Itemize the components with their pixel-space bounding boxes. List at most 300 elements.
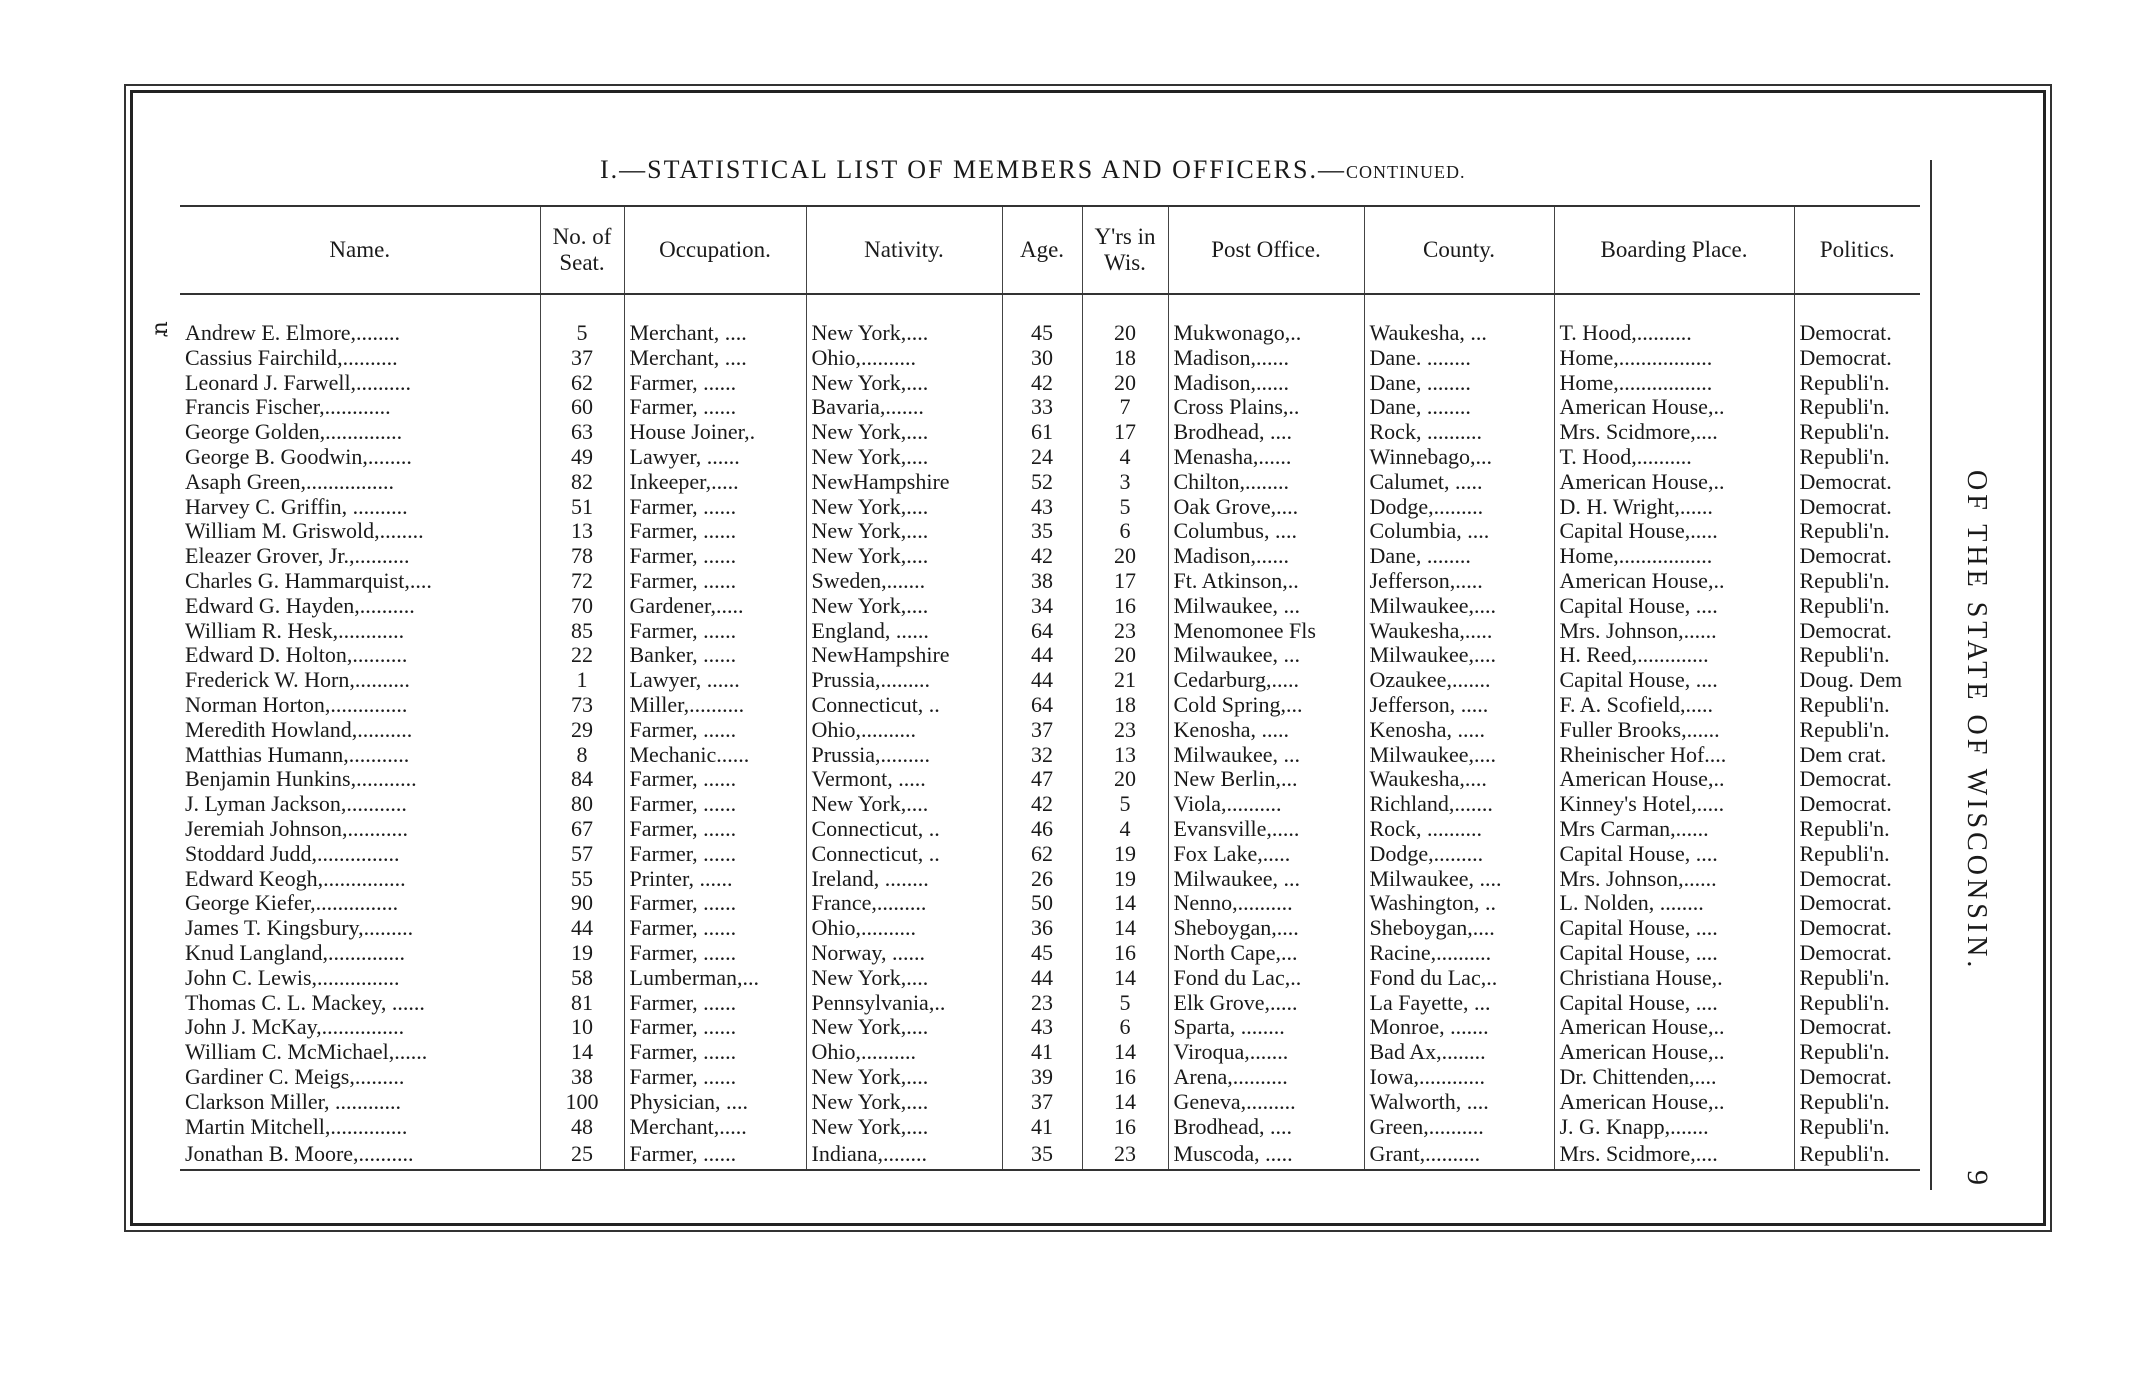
boarding-place-cell: Mrs. Johnson,......: [1554, 619, 1794, 644]
county-cell: Racine,..........: [1364, 941, 1554, 966]
politics-cell: Republi'n.: [1794, 1115, 1920, 1140]
column-header-seat: No. of Seat.: [540, 206, 624, 294]
boarding-place-cell: Capital House, ....: [1554, 991, 1794, 1016]
table-row: [180, 519, 1920, 544]
years-in-wisconsin-cell: 16: [1082, 941, 1168, 966]
years-in-wisconsin-cell: 23: [1082, 619, 1168, 644]
member-name-cell: Frederick W. Horn,..........: [185, 668, 410, 693]
nativity-cell: New York,....: [806, 1065, 1002, 1090]
seat-number-cell: 84: [540, 767, 624, 792]
occupation-cell: Farmer, ......: [624, 817, 806, 842]
header-row: [180, 206, 1920, 294]
seat-number-cell: 8: [540, 743, 624, 768]
table-row: [180, 1015, 1920, 1040]
boarding-place-cell: American House,..: [1554, 395, 1794, 420]
politics-cell: Republi'n.: [1794, 991, 1920, 1016]
nativity-cell: Pennsylvania,..: [806, 991, 1002, 1016]
seat-number-cell: 90: [540, 891, 624, 916]
county-cell: Dodge,.........: [1364, 842, 1554, 867]
seat-number-cell: 80: [540, 792, 624, 817]
table-row: [180, 420, 1920, 445]
page-number: 9: [1961, 1170, 1994, 1185]
post-office-cell: Fox Lake,.....: [1168, 842, 1364, 867]
seat-number-cell: 1: [540, 668, 624, 693]
member-name-cell: William C. McMichael,......: [185, 1040, 428, 1065]
politics-cell: Republi'n.: [1794, 519, 1920, 544]
boarding-place-cell: D. H. Wright,......: [1554, 495, 1794, 520]
nativity-cell: New York,....: [806, 544, 1002, 569]
seat-number-cell: 67: [540, 817, 624, 842]
post-office-cell: Kenosha, .....: [1168, 718, 1364, 743]
politics-cell: Republi'n.: [1794, 1040, 1920, 1065]
member-name-cell: Meredith Howland,..........: [185, 717, 413, 742]
boarding-place-cell: Christiana House,.: [1554, 966, 1794, 991]
post-office-cell: Nenno,..........: [1168, 891, 1364, 916]
age-cell: 35: [1002, 519, 1082, 544]
post-office-cell: New Berlin,...: [1168, 767, 1364, 792]
member-name-cell: Eleazer Grover, Jr.,..........: [185, 544, 410, 569]
nativity-cell: New York,....: [806, 594, 1002, 619]
post-office-cell: Viola,..........: [1168, 792, 1364, 817]
nativity-cell: Vermont, .....: [806, 767, 1002, 792]
nativity-cell: Bavaria,.......: [806, 395, 1002, 420]
post-office-cell: Evansville,.....: [1168, 817, 1364, 842]
age-cell: 42: [1002, 371, 1082, 396]
title-continued: CONTINUED.: [1345, 162, 1466, 182]
age-cell: 61: [1002, 420, 1082, 445]
county-cell: Dane, ........: [1364, 544, 1554, 569]
seat-number-cell: 57: [540, 842, 624, 867]
occupation-cell: House Joiner,.: [624, 420, 806, 445]
post-office-cell: Milwaukee, ...: [1168, 867, 1364, 892]
nativity-cell: New York,....: [806, 1090, 1002, 1115]
boarding-place-cell: Mrs. Johnson,......: [1554, 867, 1794, 892]
table-row: [180, 792, 1920, 817]
age-cell: 45: [1002, 941, 1082, 966]
table-row: [180, 1115, 1920, 1140]
member-name-cell: George B. Goodwin,........: [185, 444, 412, 469]
nativity-cell: NewHampshire: [806, 643, 1002, 668]
post-office-cell: Viroqua,.......: [1168, 1040, 1364, 1065]
politics-cell: Democrat.: [1794, 941, 1920, 966]
post-office-cell: Madison,......: [1168, 346, 1364, 371]
age-cell: 64: [1002, 619, 1082, 644]
members-table: [180, 205, 1920, 1171]
nativity-cell: Connecticut, ..: [806, 817, 1002, 842]
politics-cell: Democrat.: [1794, 1015, 1920, 1040]
politics-cell: Republi'n.: [1794, 643, 1920, 668]
county-cell: Iowa,............: [1364, 1065, 1554, 1090]
column-header-boarding-place: Boarding Place.: [1554, 206, 1794, 294]
county-cell: Dane. ........: [1364, 346, 1554, 371]
column-header-post-office: Post Office.: [1168, 206, 1364, 294]
seat-number-cell: 14: [540, 1040, 624, 1065]
county-cell: Waukesha, ...: [1364, 321, 1554, 346]
nativity-cell: New York,....: [806, 420, 1002, 445]
occupation-cell: Printer, ......: [624, 867, 806, 892]
occupation-cell: Banker, ......: [624, 643, 806, 668]
table-row: [180, 544, 1920, 569]
seat-number-cell: 44: [540, 916, 624, 941]
occupation-cell: Farmer, ......: [624, 792, 806, 817]
table-row: [180, 842, 1920, 867]
post-office-cell: Milwaukee, ...: [1168, 643, 1364, 668]
post-office-cell: Chilton,........: [1168, 470, 1364, 495]
member-name-cell: Edward G. Hayden,..........: [185, 593, 415, 618]
boarding-place-cell: Capital House, ....: [1554, 916, 1794, 941]
title-main: I.—STATISTICAL LIST OF MEMBERS AND OFFICERS.—: [600, 155, 1346, 184]
occupation-cell: Farmer, ......: [624, 842, 806, 867]
nativity-cell: England, ......: [806, 619, 1002, 644]
occupation-cell: Farmer, ......: [624, 619, 806, 644]
county-cell: Green,..........: [1364, 1115, 1554, 1140]
county-cell: Kenosha, .....: [1364, 718, 1554, 743]
boarding-place-cell: Fuller Brooks,......: [1554, 718, 1794, 743]
county-cell: Milwaukee,....: [1364, 743, 1554, 768]
years-in-wisconsin-cell: 6: [1082, 519, 1168, 544]
boarding-place-cell: Capital House, ....: [1554, 594, 1794, 619]
years-in-wisconsin-cell: 16: [1082, 1065, 1168, 1090]
table-row: [180, 594, 1920, 619]
seat-number-cell: 25: [540, 1139, 624, 1170]
seat-number-cell: 62: [540, 371, 624, 396]
seat-number-cell: 60: [540, 395, 624, 420]
nativity-cell: NewHampshire: [806, 470, 1002, 495]
county-cell: Winnebago,...: [1364, 445, 1554, 470]
county-cell: Bad Ax,........: [1364, 1040, 1554, 1065]
boarding-place-cell: Home,.................: [1554, 371, 1794, 396]
age-cell: 43: [1002, 495, 1082, 520]
age-cell: 44: [1002, 668, 1082, 693]
table-row: [180, 1065, 1920, 1090]
years-in-wisconsin-cell: 20: [1082, 643, 1168, 668]
age-cell: 24: [1002, 445, 1082, 470]
years-in-wisconsin-cell: 20: [1082, 321, 1168, 346]
seat-number-cell: 29: [540, 718, 624, 743]
county-cell: Walworth, ....: [1364, 1090, 1554, 1115]
years-in-wisconsin-cell: 20: [1082, 544, 1168, 569]
occupation-cell: Farmer, ......: [624, 1040, 806, 1065]
member-name-cell: John J. McKay,...............: [185, 1015, 405, 1040]
age-cell: 41: [1002, 1040, 1082, 1065]
occupation-cell: Physician, ....: [624, 1090, 806, 1115]
nativity-cell: New York,....: [806, 321, 1002, 346]
seat-number-cell: 37: [540, 346, 624, 371]
age-cell: 23: [1002, 991, 1082, 1016]
county-cell: Milwaukee,....: [1364, 594, 1554, 619]
seat-number-cell: 55: [540, 867, 624, 892]
table-row: [180, 371, 1920, 396]
occupation-cell: Farmer, ......: [624, 395, 806, 420]
post-office-cell: Madison,......: [1168, 544, 1364, 569]
years-in-wisconsin-cell: 23: [1082, 718, 1168, 743]
seat-number-cell: 38: [540, 1065, 624, 1090]
nativity-cell: France,.........: [806, 891, 1002, 916]
margin-rule: [1930, 160, 1932, 1190]
boarding-place-cell: American House,..: [1554, 1090, 1794, 1115]
county-cell: La Fayette, ...: [1364, 991, 1554, 1016]
years-in-wisconsin-cell: 4: [1082, 817, 1168, 842]
boarding-place-cell: Capital House, ....: [1554, 941, 1794, 966]
post-office-cell: Cross Plains,..: [1168, 395, 1364, 420]
occupation-cell: Mechanic......: [624, 743, 806, 768]
boarding-place-cell: F. A. Scofield,.....: [1554, 693, 1794, 718]
politics-cell: Democrat.: [1794, 495, 1920, 520]
age-cell: 34: [1002, 594, 1082, 619]
member-name-cell: George Kiefer,...............: [185, 891, 399, 916]
post-office-cell: Geneva,.........: [1168, 1090, 1364, 1115]
occupation-cell: Inkeeper,.....: [624, 470, 806, 495]
years-in-wisconsin-cell: 20: [1082, 767, 1168, 792]
nativity-cell: New York,....: [806, 1115, 1002, 1140]
table-row: [180, 395, 1920, 420]
politics-cell: Republi'n.: [1794, 966, 1920, 991]
county-cell: Milwaukee,....: [1364, 643, 1554, 668]
nativity-cell: New York,....: [806, 966, 1002, 991]
boarding-place-cell: L. Nolden, ........: [1554, 891, 1794, 916]
county-cell: Jefferson, .....: [1364, 693, 1554, 718]
boarding-place-cell: American House,..: [1554, 470, 1794, 495]
age-cell: 45: [1002, 321, 1082, 346]
occupation-cell: Lumberman,...: [624, 966, 806, 991]
age-cell: 64: [1002, 693, 1082, 718]
spacer-row: [180, 294, 1920, 321]
politics-cell: Democrat.: [1794, 470, 1920, 495]
post-office-cell: Milwaukee, ...: [1168, 594, 1364, 619]
years-in-wisconsin-cell: 18: [1082, 693, 1168, 718]
table-row: [180, 916, 1920, 941]
nativity-cell: Prussia,.........: [806, 743, 1002, 768]
table-row: [180, 817, 1920, 842]
age-cell: 47: [1002, 767, 1082, 792]
age-cell: 33: [1002, 395, 1082, 420]
member-name-cell: Knud Langland,..............: [185, 940, 405, 965]
years-in-wisconsin-cell: 16: [1082, 594, 1168, 619]
politics-cell: Republi'n.: [1794, 569, 1920, 594]
age-cell: 38: [1002, 569, 1082, 594]
politics-cell: Republi'n.: [1794, 1139, 1920, 1170]
post-office-cell: Menomonee Fls: [1168, 619, 1364, 644]
member-name-cell: Jeremiah Johnson,...........: [185, 816, 409, 841]
county-cell: Waukesha,.....: [1364, 619, 1554, 644]
county-cell: Grant,..........: [1364, 1139, 1554, 1170]
post-office-cell: Madison,......: [1168, 371, 1364, 396]
post-office-cell: Oak Grove,....: [1168, 495, 1364, 520]
years-in-wisconsin-cell: 5: [1082, 792, 1168, 817]
boarding-place-cell: Home,.................: [1554, 544, 1794, 569]
age-cell: 30: [1002, 346, 1082, 371]
boarding-place-cell: Rheinischer Hof....: [1554, 743, 1794, 768]
boarding-place-cell: American House,..: [1554, 569, 1794, 594]
age-cell: 37: [1002, 718, 1082, 743]
post-office-cell: Menasha,......: [1168, 445, 1364, 470]
member-name-cell: Thomas C. L. Mackey, ......: [185, 990, 425, 1015]
nativity-cell: Sweden,.......: [806, 569, 1002, 594]
politics-cell: Democrat.: [1794, 792, 1920, 817]
post-office-cell: Milwaukee, ...: [1168, 743, 1364, 768]
nativity-cell: Ohio,..........: [806, 916, 1002, 941]
table-row: [180, 470, 1920, 495]
occupation-cell: Farmer, ......: [624, 891, 806, 916]
seat-number-cell: 22: [540, 643, 624, 668]
seat-number-cell: 51: [540, 495, 624, 520]
member-name-cell: John C. Lewis,...............: [185, 965, 400, 990]
table-row: [180, 619, 1920, 644]
boarding-place-cell: Capital House,.....: [1554, 519, 1794, 544]
age-cell: 44: [1002, 643, 1082, 668]
member-name-cell: William R. Hesk,............: [185, 618, 405, 643]
boarding-place-cell: American House,..: [1554, 767, 1794, 792]
years-in-wisconsin-cell: 20: [1082, 371, 1168, 396]
county-cell: Ozaukee,.......: [1364, 668, 1554, 693]
occupation-cell: Gardener,.....: [624, 594, 806, 619]
table-row: [180, 1090, 1920, 1115]
table-row: [180, 1139, 1920, 1170]
seat-number-cell: 70: [540, 594, 624, 619]
boarding-place-cell: Mrs Carman,......: [1554, 817, 1794, 842]
years-in-wisconsin-cell: 6: [1082, 1015, 1168, 1040]
county-cell: Dane, ........: [1364, 371, 1554, 396]
member-name-cell: Edward Keogh,...............: [185, 866, 406, 891]
member-name-cell: Francis Fischer,............: [185, 395, 391, 420]
age-cell: 36: [1002, 916, 1082, 941]
nativity-cell: New York,....: [806, 495, 1002, 520]
post-office-cell: Muscoda, .....: [1168, 1139, 1364, 1170]
county-cell: Fond du Lac,..: [1364, 966, 1554, 991]
table-row: [180, 643, 1920, 668]
years-in-wisconsin-cell: 14: [1082, 1040, 1168, 1065]
boarding-place-cell: Mrs. Scidmore,....: [1554, 1139, 1794, 1170]
seat-number-cell: 48: [540, 1115, 624, 1140]
nativity-cell: New York,....: [806, 371, 1002, 396]
occupation-cell: Merchant, ....: [624, 346, 806, 371]
age-cell: 42: [1002, 792, 1082, 817]
member-name-cell: Benjamin Hunkins,...........: [185, 767, 417, 792]
member-name-cell: Edward D. Holton,..........: [185, 643, 408, 668]
table-row: [180, 767, 1920, 792]
column-header-age: Age.: [1002, 206, 1082, 294]
years-in-wisconsin-cell: 21: [1082, 668, 1168, 693]
nativity-cell: Connecticut, ..: [806, 693, 1002, 718]
county-cell: Monroe, .......: [1364, 1015, 1554, 1040]
member-name-cell: Cassius Fairchild,..........: [185, 345, 398, 370]
seat-number-cell: 49: [540, 445, 624, 470]
age-cell: 43: [1002, 1015, 1082, 1040]
occupation-cell: Lawyer, ......: [624, 445, 806, 470]
years-in-wisconsin-cell: 14: [1082, 1090, 1168, 1115]
table-row: [180, 991, 1920, 1016]
seat-number-cell: 72: [540, 569, 624, 594]
member-name-cell: William M. Griswold,........: [185, 519, 424, 544]
table-row: [180, 966, 1920, 991]
member-name-cell: Martin Mitchell,..............: [185, 1114, 408, 1139]
nativity-cell: Indiana,........: [806, 1139, 1002, 1170]
politics-cell: Republi'n.: [1794, 445, 1920, 470]
county-cell: Calumet, .....: [1364, 470, 1554, 495]
seat-number-cell: 73: [540, 693, 624, 718]
seat-number-cell: 78: [540, 544, 624, 569]
occupation-cell: Farmer, ......: [624, 916, 806, 941]
occupation-cell: Merchant, ....: [624, 321, 806, 346]
years-in-wisconsin-cell: 23: [1082, 1139, 1168, 1170]
member-name-cell: Clarkson Miller, ............: [185, 1089, 402, 1114]
politics-cell: Republi'n.: [1794, 1090, 1920, 1115]
table-row: [180, 321, 1920, 346]
boarding-place-cell: T. Hood,..........: [1554, 321, 1794, 346]
seat-number-cell: 81: [540, 991, 624, 1016]
member-name-cell: Matthias Humann,...........: [185, 742, 410, 767]
politics-cell: Democrat.: [1794, 891, 1920, 916]
occupation-cell: Farmer, ......: [624, 371, 806, 396]
nativity-cell: Prussia,.........: [806, 668, 1002, 693]
running-head: OF THE STATE OF WISCONSIN.: [1961, 470, 1992, 972]
nativity-cell: Ohio,..........: [806, 718, 1002, 743]
table-row: [180, 445, 1920, 470]
member-name-cell: Norman Horton,..............: [185, 692, 408, 717]
occupation-cell: Farmer, ......: [624, 767, 806, 792]
politics-cell: Republi'n.: [1794, 693, 1920, 718]
seat-number-cell: 58: [540, 966, 624, 991]
column-header-years-in-wis: Y'rs in Wis.: [1082, 206, 1168, 294]
member-name-cell: George Golden,..............: [185, 420, 403, 445]
occupation-cell: Farmer, ......: [624, 544, 806, 569]
boarding-place-cell: American House,..: [1554, 1015, 1794, 1040]
occupation-cell: Lawyer, ......: [624, 668, 806, 693]
boarding-place-cell: Kinney's Hotel,.....: [1554, 792, 1794, 817]
post-office-cell: North Cape,...: [1168, 941, 1364, 966]
member-name-cell: Charles G. Hammarquist,....: [185, 568, 432, 593]
years-in-wisconsin-cell: 7: [1082, 395, 1168, 420]
post-office-cell: Brodhead, ....: [1168, 420, 1364, 445]
seat-number-cell: 5: [540, 321, 624, 346]
county-cell: Dane, ........: [1364, 395, 1554, 420]
boarding-place-cell: Dr. Chittenden,....: [1554, 1065, 1794, 1090]
nativity-cell: Ohio,..........: [806, 1040, 1002, 1065]
politics-cell: Democrat.: [1794, 767, 1920, 792]
nativity-cell: New York,....: [806, 1015, 1002, 1040]
seat-number-cell: 13: [540, 519, 624, 544]
seat-number-cell: 100: [540, 1090, 624, 1115]
age-cell: 52: [1002, 470, 1082, 495]
seat-number-cell: 82: [540, 470, 624, 495]
county-cell: Rock, ..........: [1364, 420, 1554, 445]
member-name-cell: Stoddard Judd,...............: [185, 841, 400, 866]
post-office-cell: Sparta, ........: [1168, 1015, 1364, 1040]
occupation-cell: Farmer, ......: [624, 991, 806, 1016]
table-row: [180, 569, 1920, 594]
years-in-wisconsin-cell: 17: [1082, 569, 1168, 594]
boarding-place-cell: J. G. Knapp,.......: [1554, 1115, 1794, 1140]
table-row: [180, 495, 1920, 520]
post-office-cell: Arena,..........: [1168, 1065, 1364, 1090]
post-office-cell: Brodhead, ....: [1168, 1115, 1364, 1140]
county-cell: Richland,.......: [1364, 792, 1554, 817]
years-in-wisconsin-cell: 14: [1082, 966, 1168, 991]
member-name-cell: Andrew E. Elmore,........: [185, 321, 401, 345]
table-row: [180, 693, 1920, 718]
table-row: [180, 668, 1920, 693]
politics-cell: Republi'n.: [1794, 842, 1920, 867]
years-in-wisconsin-cell: 19: [1082, 867, 1168, 892]
politics-cell: Republi'n.: [1794, 395, 1920, 420]
politics-cell: Democrat.: [1794, 867, 1920, 892]
county-cell: Columbia, ....: [1364, 519, 1554, 544]
table-row: [180, 718, 1920, 743]
post-office-cell: Ft. Atkinson,..: [1168, 569, 1364, 594]
member-name-cell: James T. Kingsbury,.........: [185, 916, 414, 941]
county-cell: Milwaukee, ....: [1364, 867, 1554, 892]
politics-cell: Democrat.: [1794, 321, 1920, 346]
